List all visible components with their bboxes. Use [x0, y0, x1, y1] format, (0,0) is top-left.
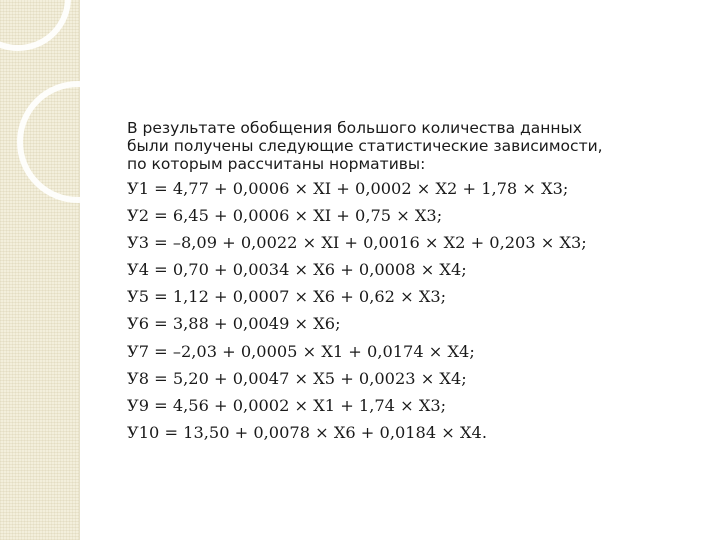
- decorative-ring-top: [0, 0, 68, 48]
- decorative-rings: [0, 0, 140, 220]
- formula-y5: У5 = 1,12 + 0,0007 × X6 + 0,62 × X3;: [127, 287, 447, 307]
- formula-y6: У6 = 3,88 + 0,0049 × X6;: [127, 314, 341, 334]
- formula-y9: У9 = 4,56 + 0,0002 × X1 + 1,74 × X3;: [127, 395, 447, 415]
- formula-y8: У8 = 5,20 + 0,0047 × X5 + 0,0023 × X4;: [127, 368, 467, 388]
- formula-y7: У7 = –2,03 + 0,0005 × X1 + 0,0174 × X4;: [127, 341, 475, 361]
- formula-y4: У4 = 0,70 + 0,0034 × X6 + 0,0008 × X4;: [127, 260, 467, 280]
- formula-y10: У10 = 13,50 + 0,0078 × X6 + 0,0184 × X4.: [127, 422, 487, 442]
- formula-y1: У1 = 4,77 + 0,0006 × XI + 0,0002 × X2 + 1,78 × X3;: [127, 179, 569, 198]
- formula-y3: У3 = –8,09 + 0,0022 × XI + 0,0016 × X2 + 0,203 × X3;: [127, 233, 587, 253]
- formula-y2: У2 = 6,45 + 0,0006 × XI + 0,75 × X3;: [127, 206, 443, 226]
- slide-content: [127, 119, 707, 446]
- decorative-ring-bottom: [20, 84, 136, 200]
- intro-paragraph: В результате обобщения большого количества данных были получены следующие статистические зависимости, по которым рассчитаны нормативы:: [127, 119, 603, 173]
- formula-list: [127, 175, 707, 446]
